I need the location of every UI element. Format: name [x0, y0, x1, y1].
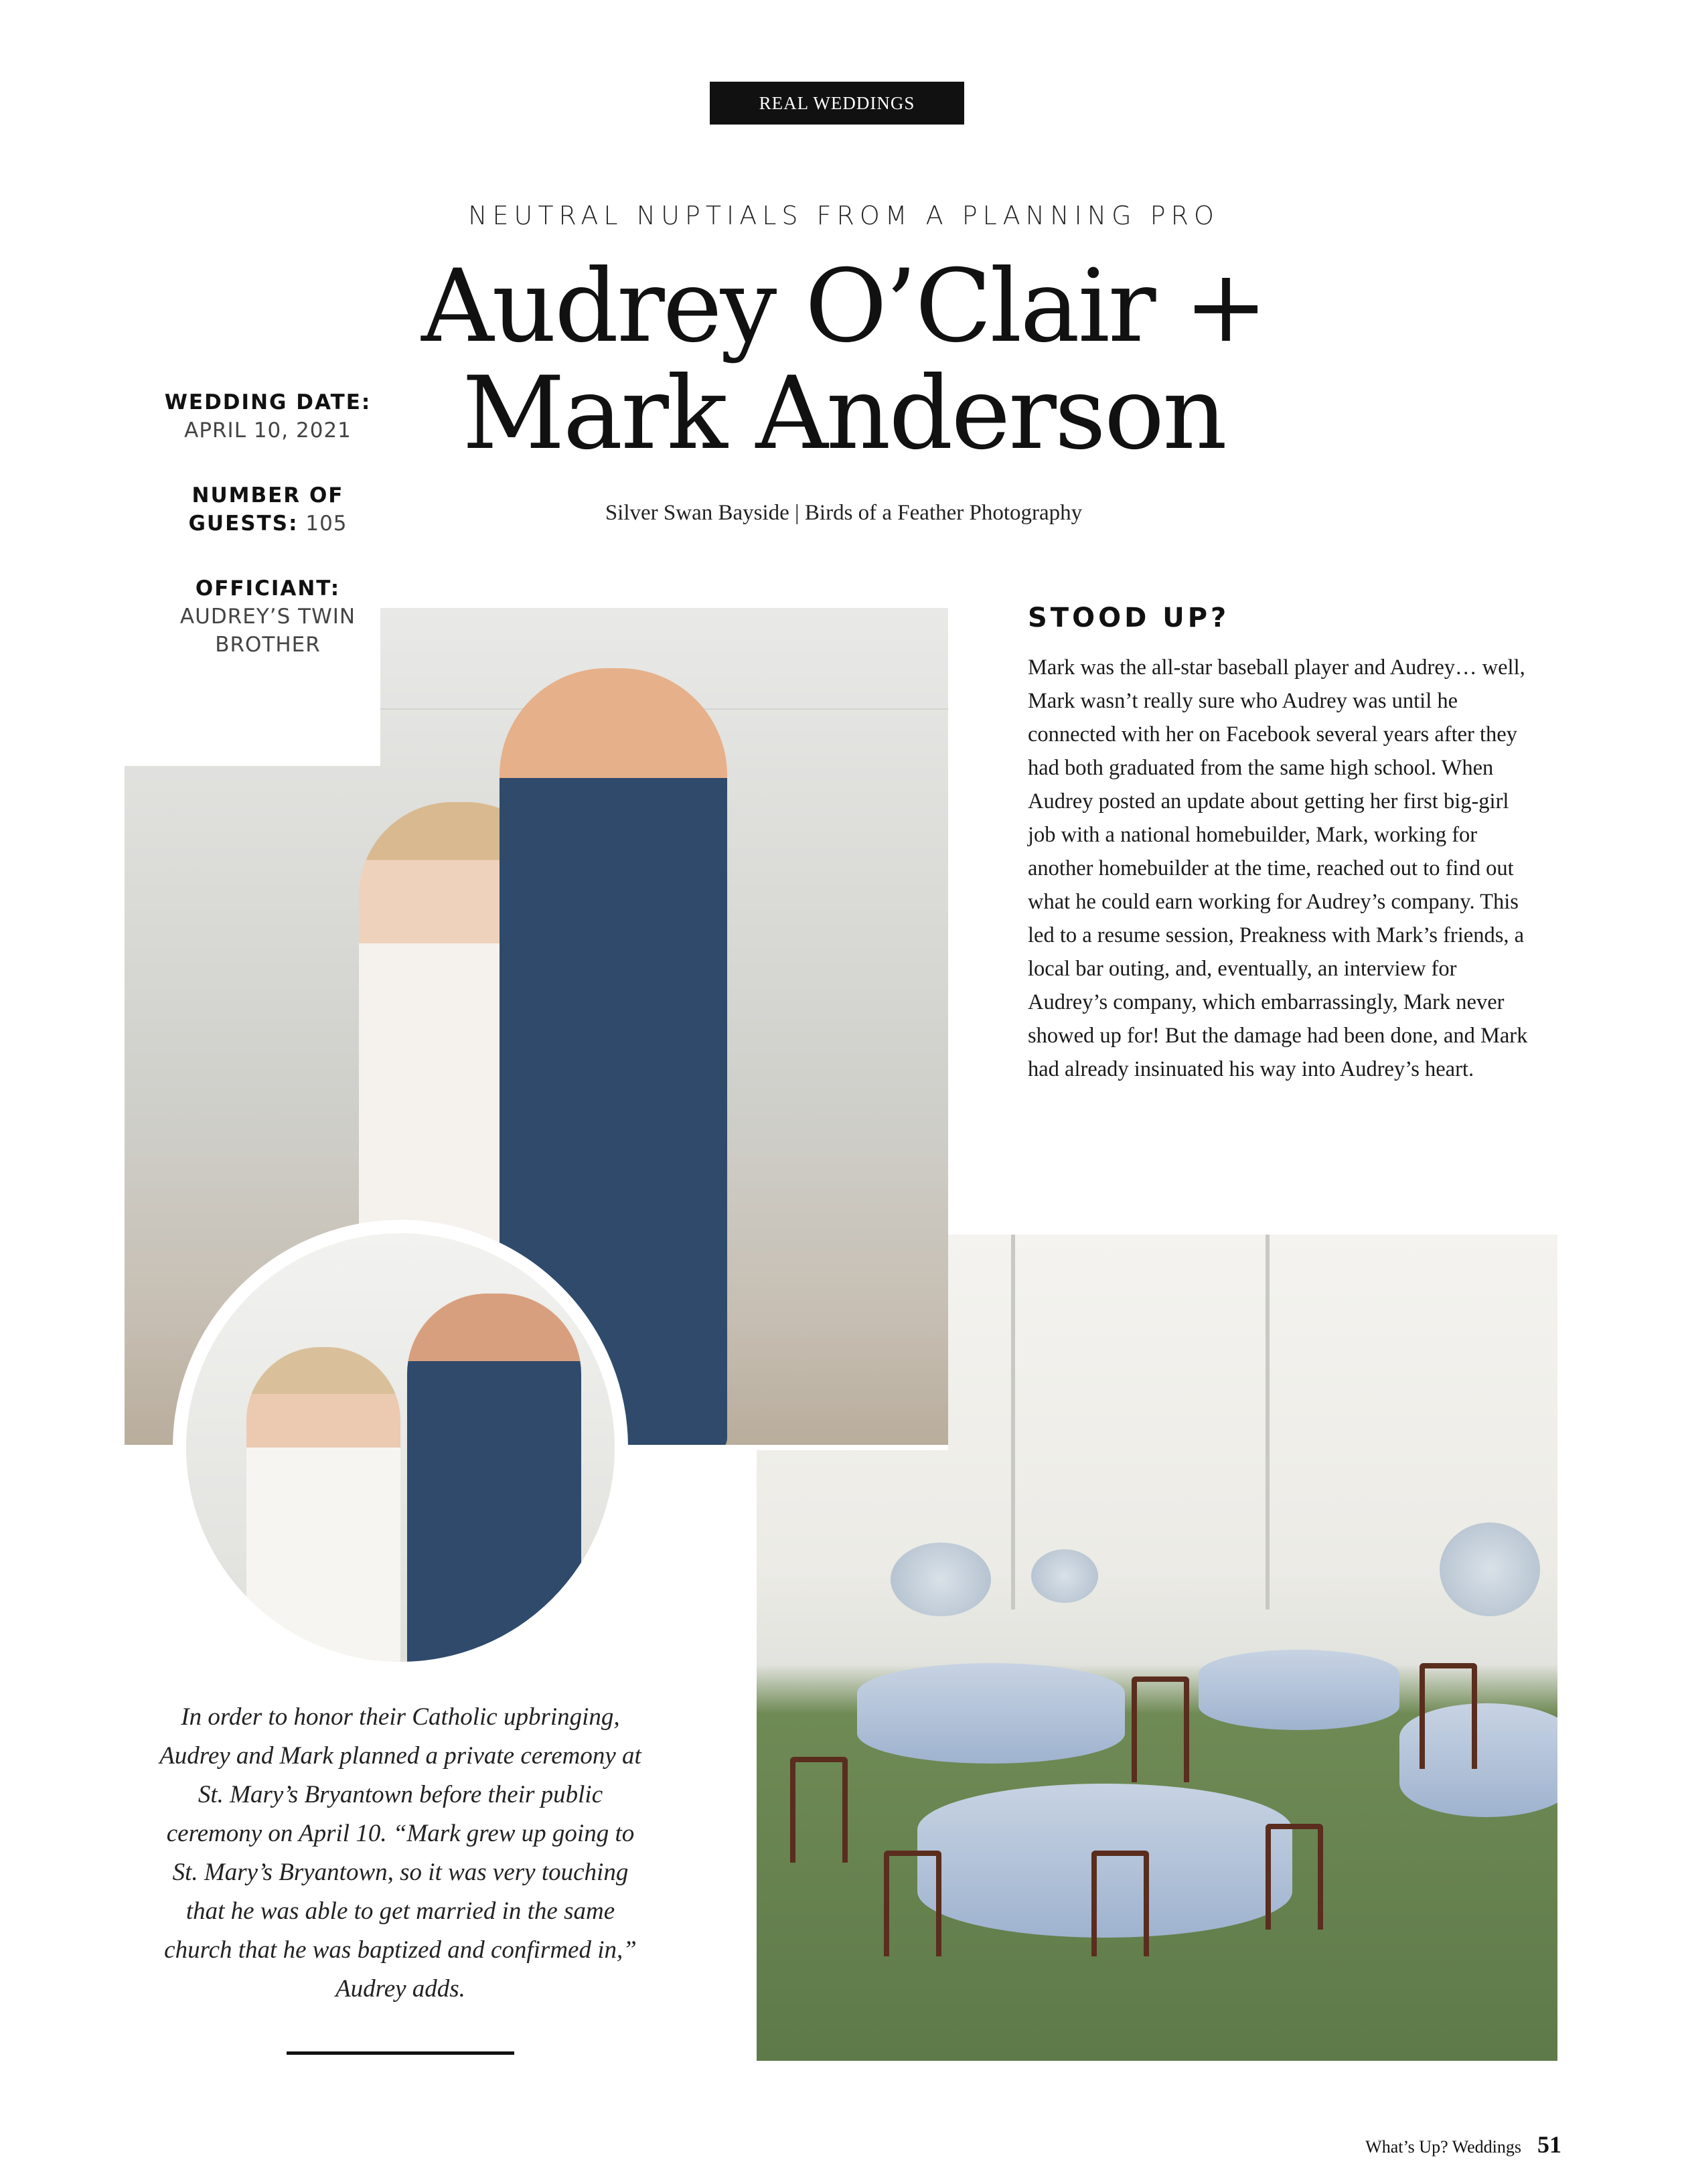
article-headline — [375, 248, 1312, 472]
page-footer — [1365, 2130, 1561, 2159]
fact-label: WEDDING DATE: — [164, 390, 372, 414]
headline-line-1: Audrey O’Clair + — [421, 248, 1266, 365]
fact-value: APRIL 10, 2021 — [184, 418, 352, 443]
chiavari-chair — [884, 1851, 941, 1956]
fact-value: 105 — [305, 512, 348, 536]
tent-pole — [1266, 1235, 1270, 1610]
story-body: Mark was the all-star baseball player and Audrey… well, Mark wasn’t really sure who Audrey was until he connected with her on Facebook several years after they had both graduated from the same high school. When Audrey posted an update about getting her first big-girl job with a national homebuilder, Mark, working for another homebuilder at the time, reached out to find out what he could earn working for Audrey’s company. This led to a resume session, Preakness with Mark’s friends, a local bar outing, and, eventually, an interview for Audrey’s company, which embarrassingly, Mark never showed up for! But the damage had been done, and Mark had already insinuated his way into Audrey’s heart. — [1028, 655, 1528, 1081]
pull-quote: In order to honor their Catholic upbringing, Audrey and Mark planned a private ceremony at St. Mary’s Bryantown before their public ceremony on April 10. “Mark grew up going to St. Mary’s Bryantown, so it was very touching that he was able to get married in the same church that he was baptized and confirmed in,” Audrey adds. — [159, 1703, 641, 2003]
fact-guest-count — [154, 481, 382, 538]
groom-figure — [407, 1294, 581, 1668]
bride-figure — [246, 1347, 400, 1675]
vendor-credits: Silver Swan Bayside | Birds of a Feather Photography — [605, 501, 1083, 525]
divider-rule — [287, 2051, 514, 2055]
flower-centerpiece — [1031, 1549, 1098, 1603]
tent-pole — [1011, 1235, 1015, 1610]
chiavari-chair — [1091, 1851, 1149, 1956]
fact-wedding-date — [154, 388, 382, 445]
fact-label: OFFICIANT: — [195, 576, 341, 601]
publication-name: What’s Up? Weddings — [1365, 2137, 1521, 2157]
story-heading: STOOD UP? — [1028, 603, 1230, 633]
fact-label: NUMBER OF GUESTS: — [188, 483, 344, 536]
chiavari-chair — [1132, 1676, 1189, 1782]
flower-centerpiece — [891, 1543, 991, 1616]
section-tag: REAL WEDDINGS — [710, 82, 964, 125]
headline-line-2: Mark Anderson — [462, 356, 1225, 472]
couple-ceremony-round-photo — [173, 1220, 628, 1675]
page-number: 51 — [1537, 2131, 1561, 2158]
wedding-facts — [154, 388, 382, 696]
chiavari-chair — [790, 1757, 848, 1863]
reception-table — [1199, 1650, 1399, 1730]
reception-table — [857, 1663, 1125, 1764]
fact-value: AUDREY’S TWIN BROTHER — [179, 605, 356, 657]
fact-officiant — [154, 574, 382, 659]
article-kicker: NEUTRAL NUPTIALS FROM A PLANNING PRO — [468, 201, 1219, 230]
chiavari-chair — [1420, 1663, 1477, 1769]
flower-centerpiece — [1440, 1523, 1540, 1616]
chiavari-chair — [1266, 1824, 1323, 1930]
